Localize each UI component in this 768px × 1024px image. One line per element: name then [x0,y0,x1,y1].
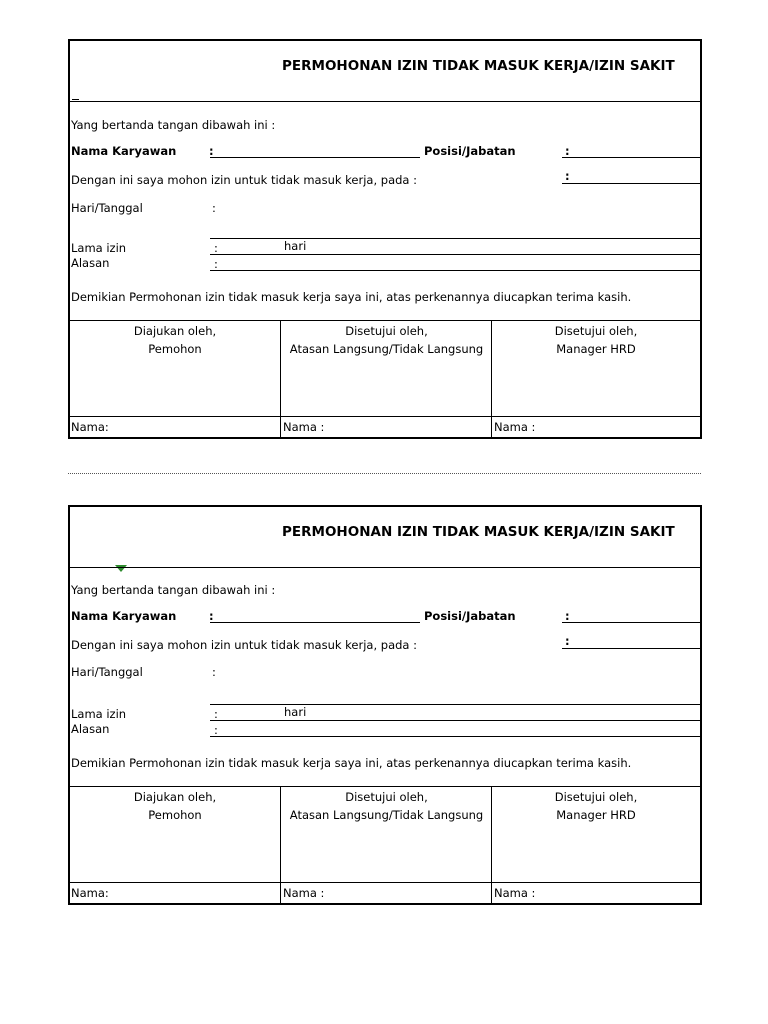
lama-izin-field[interactable] [210,720,700,721]
posisi-label: Posisi/Jabatan [424,609,516,623]
sig-col2-line2: Atasan Langsung/Tidak Langsung [289,342,484,356]
hari-tanggal-colon: : [212,201,216,215]
leave-form-2 [68,505,702,905]
cut-line [68,473,701,474]
alasan-field[interactable] [210,270,700,271]
lama-izin-colon: : [214,241,218,255]
nama-karyawan-colon: : [209,609,214,623]
posisi-colon: : [565,144,570,158]
posisi-colon: : [565,609,570,623]
lama-izin-colon: : [214,707,218,721]
nama-pemohon[interactable]: Nama: [71,886,109,900]
lama-izin-field[interactable] [210,254,700,255]
sig-col1-line2: Pemohon [148,342,202,356]
sig-col2-line1: Disetujui oleh, [345,324,428,338]
nama-hrd[interactable]: Nama : [494,886,536,900]
nama-hrd[interactable]: Nama : [494,420,536,434]
tanggal-colon: : [565,634,570,648]
sig-col1-line1: Diajukan oleh, [133,324,217,338]
green-marker-icon [114,563,128,573]
nama-karyawan-label: Nama Karyawan [71,609,177,623]
nama-row [70,416,700,437]
tanggal-colon: : [565,169,570,183]
lama-izin-label: Lama izin [71,707,127,721]
form-title: PERMOHONAN IZIN TIDAK MASUK KERJA/IZIN SAKIT [282,524,675,540]
nama-atasan[interactable]: Nama : [283,886,325,900]
signature-table [70,786,700,903]
sig-col2-line2: Atasan Langsung/Tidak Langsung [289,808,484,822]
hari-tanggal-label: Hari/Tanggal [71,665,143,679]
nama-row [70,882,700,903]
alasan-colon: : [214,257,218,271]
posisi-field[interactable] [562,157,700,158]
intro-text: Yang bertanda tangan dibawah ini : [71,118,276,132]
nama-karyawan-field[interactable] [210,157,420,158]
tanggal-field[interactable] [562,183,700,184]
hari-unit: hari [284,239,307,253]
nama-karyawan-field[interactable] [210,622,420,623]
closing-text: Demikian Permohonan izin tidak masuk kerja saya ini, atas perkenannya diucapkan terima kasih. [71,290,632,304]
leave-form-1 [68,39,702,439]
sig-col3-line1: Disetujui oleh, [554,790,638,804]
posisi-field[interactable] [562,622,700,623]
header-divider [70,567,700,568]
signature-table [70,320,700,437]
nama-karyawan-label: Nama Karyawan [71,144,177,158]
nama-karyawan-colon: : [209,144,214,158]
sig-col3-line2: Manager HRD [556,808,636,822]
posisi-label: Posisi/Jabatan [424,144,516,158]
tanggal-field[interactable] [562,648,700,649]
header-divider [70,101,700,102]
nama-pemohon[interactable]: Nama: [71,420,109,434]
request-text: Dengan ini saya mohon izin untuk tidak masuk kerja, pada : [71,173,417,187]
form-title: PERMOHONAN IZIN TIDAK MASUK KERJA/IZIN SAKIT [282,58,675,74]
alasan-colon: : [214,723,218,737]
alasan-field[interactable] [210,736,700,737]
request-text: Dengan ini saya mohon izin untuk tidak masuk kerja, pada : [71,638,417,652]
intro-text: Yang bertanda tangan dibawah ini : [71,583,276,597]
sig-col2-line1: Disetujui oleh, [345,790,428,804]
lama-izin-label: Lama izin [71,241,127,255]
sig-col3-line1: Disetujui oleh, [554,324,638,338]
sig-col1-line2: Pemohon [148,808,202,822]
hari-unit: hari [284,705,307,719]
hari-tanggal-colon: : [212,665,216,679]
closing-text: Demikian Permohonan izin tidak masuk kerja saya ini, atas perkenannya diucapkan terima kasih. [71,756,632,770]
sig-col1-line1: Diajukan oleh, [133,790,217,804]
nama-atasan[interactable]: Nama : [283,420,325,434]
header-stub-line [72,99,79,100]
sig-col3-line2: Manager HRD [556,342,636,356]
alasan-label: Alasan [71,256,110,270]
alasan-label: Alasan [71,722,110,736]
hari-tanggal-label: Hari/Tanggal [71,201,143,215]
